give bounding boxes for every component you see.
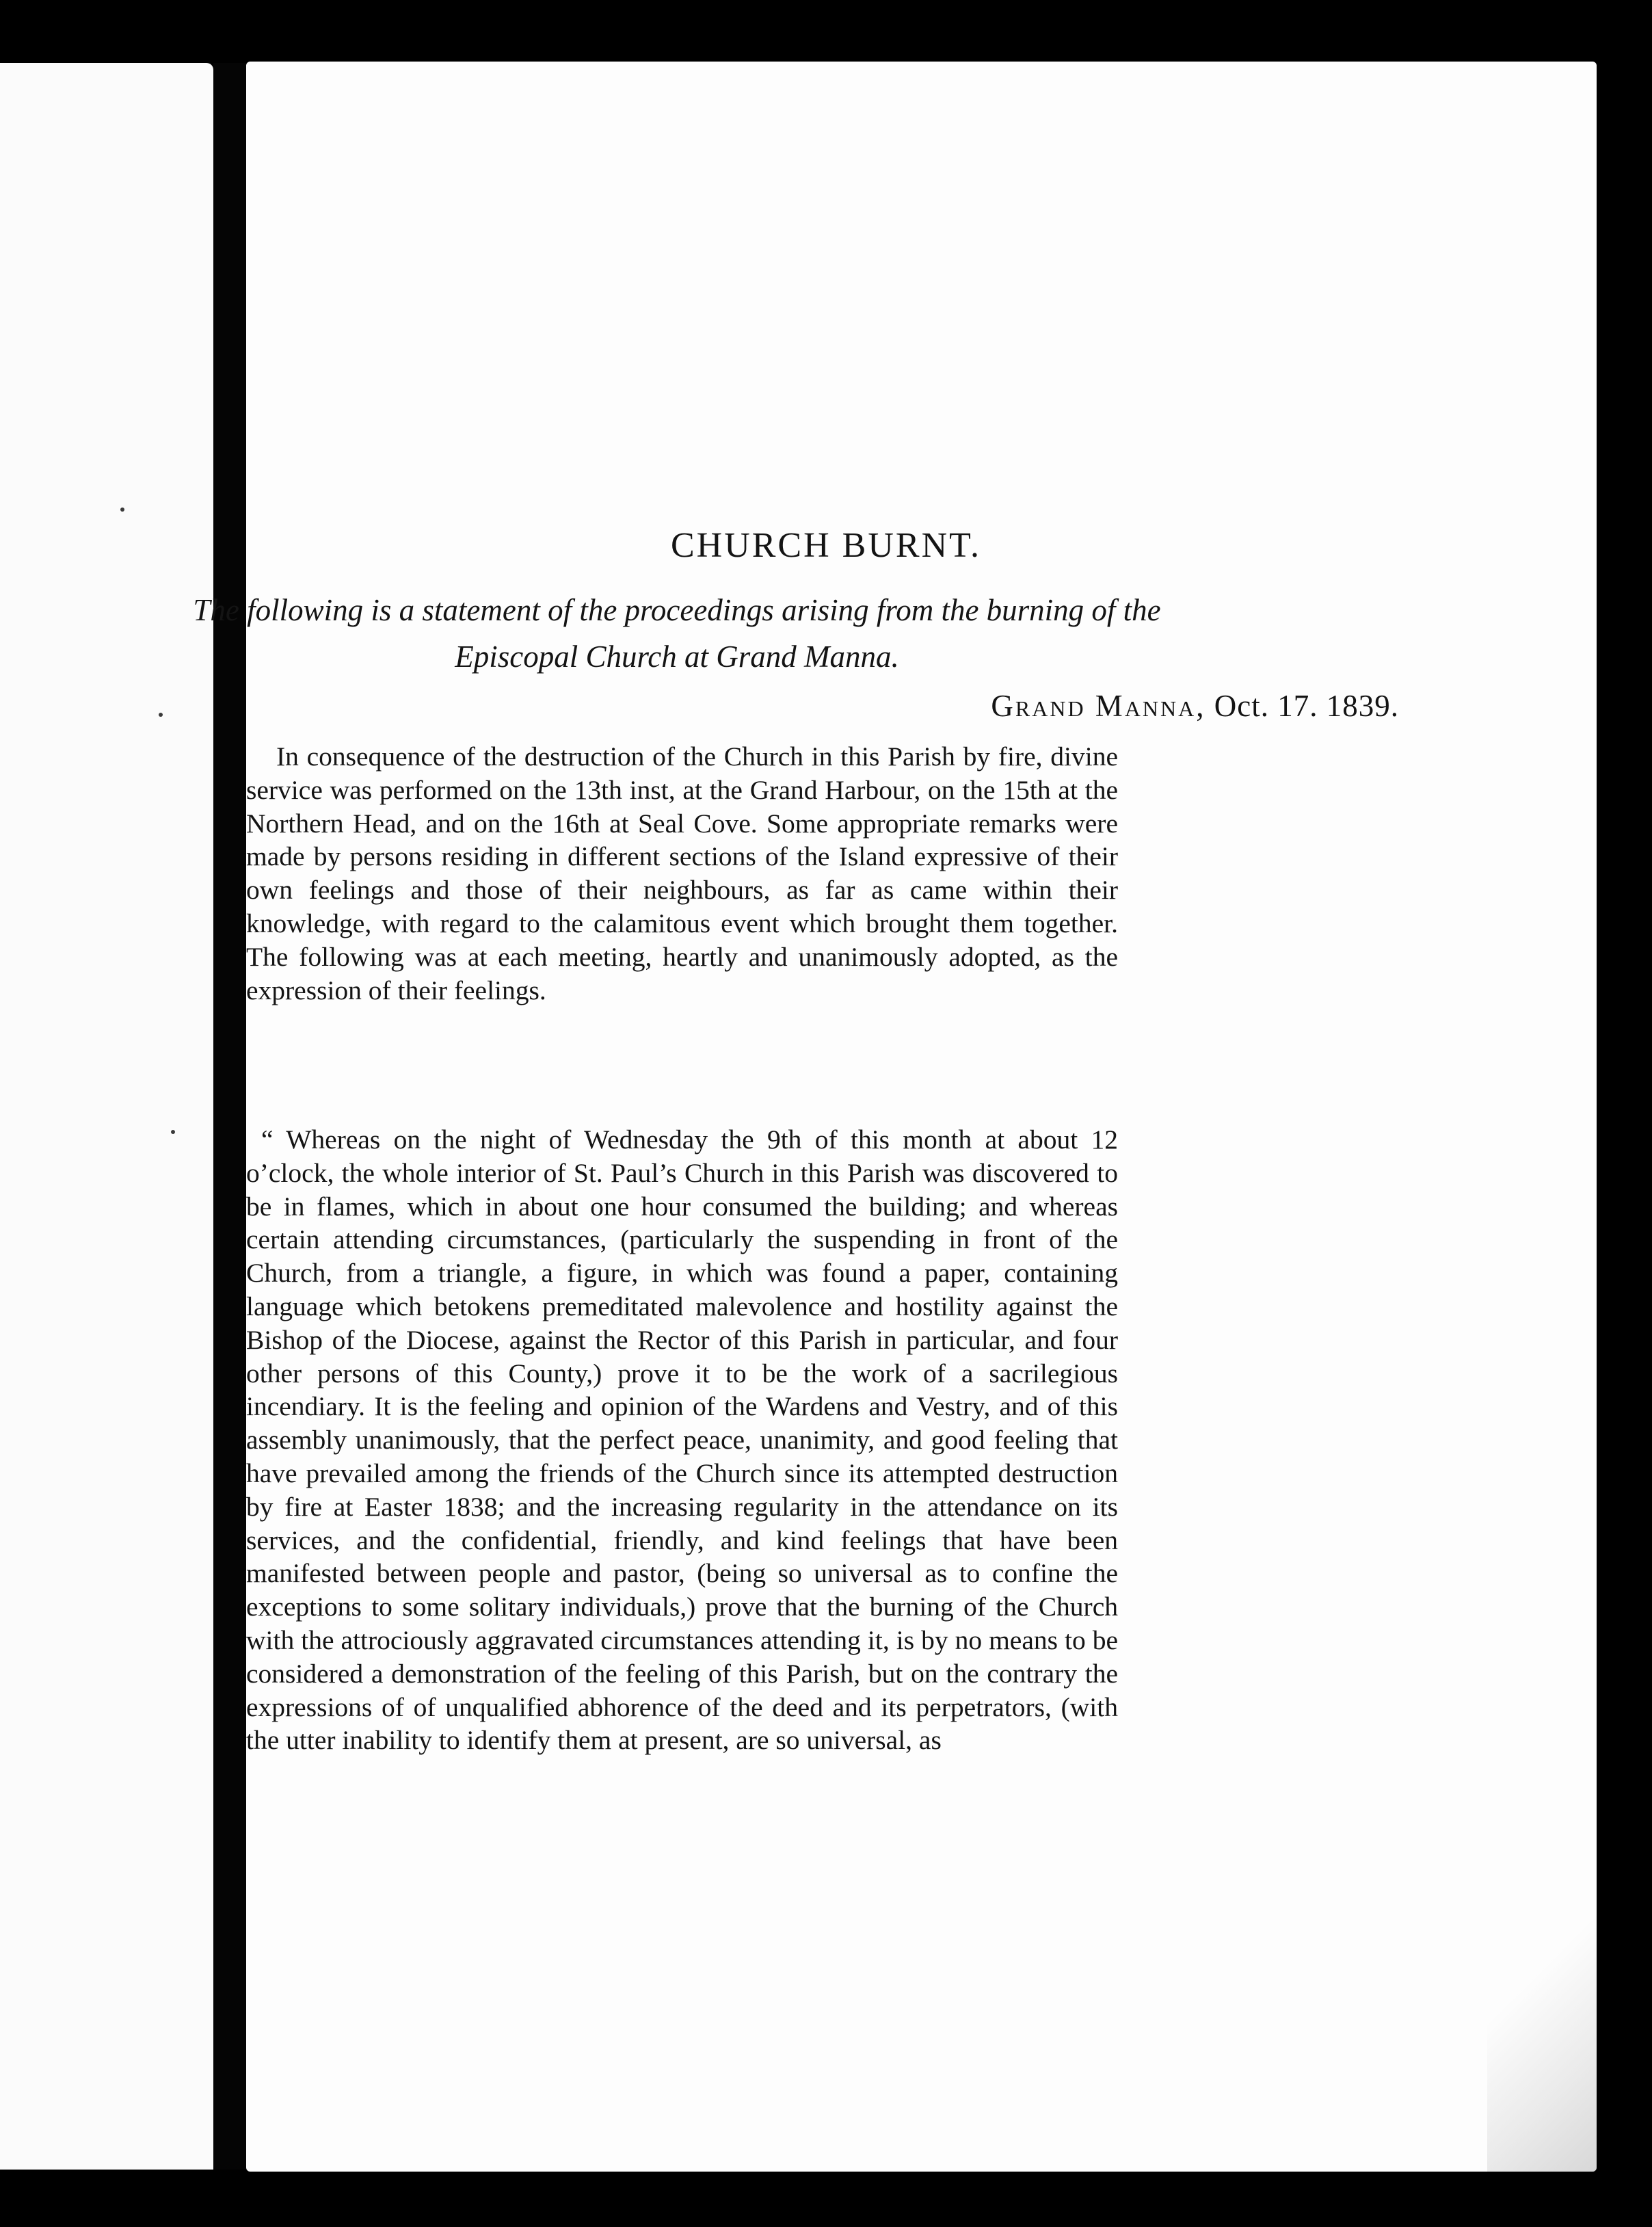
ink-speck: [120, 508, 124, 512]
page-gutter: [213, 63, 246, 2170]
article-subtitle: The following is a statement of the proceedings arising from the burning of the Episcopal Church at Grand Manna.: [193, 593, 1161, 674]
ink-speck: [171, 1130, 175, 1134]
facing-page-edge: [0, 63, 213, 2170]
dateline: [991, 688, 1399, 724]
body-paragraph: In consequence of the destruction of the Church in this Parish by fire, divine service was performed on the 13th inst, at the Grand Harbour, on the 15th at the Northern Head, and on the 16th at Seal Cove. Some appropriate remarks were made by persons residing in different sections of the Island expressive of their own feelings and those of their neighbours, as far as came within their knowledge, with regard to the calamitous event which brought them together. The following was at each meeting, heartly and unanimously adopted, as the expression of their feelings.: [246, 741, 1118, 1005]
body-paragraph: “ Whereas on the night of Wednesday the 9th of this month at about 12 o’clock, the whole interior of St. Paul’s Church in this Parish was discovered to be in flames, which in about one hour consumed the building; and whereas certain attending circumstances, (particularly the suspending in front of the Church, from a triangle, a figure, in which was found a paper, containing language which betokens premeditated malevolence and hostility against the Bishop of the Diocese, against the Rector of this Parish in particular, and four other persons of this County,) prove it to be the work of a sacrilegious incendiary. It is the feeling and opinion of the Wardens and Vestry, and of this assembly unanimously, that the perfect peace, unanimity, and good feeling that have prevailed among the friends of the Church since its attempted destruction by fire at Easter 1838; and the increasing regularity in the attendance on its services, and the confidential, friendly, and kind feelings that have been manifested between people and pastor, (being so universal as to confine the exceptions to some solitary individuals,) prove that the burning of the Church with the attrociously aggravated circumstances attending it, is by no means to be considered a demonstration of the feeling of this Parish, but on the contrary the expressions of of unqualified abhorence of the deed and its perpetrators, (with the utter inability to identify them at present, are so universal, as: [246, 1124, 1118, 1756]
ink-speck: [159, 713, 163, 717]
page-corner-shadow: [1487, 1884, 1597, 2172]
dateline-date: Oct. 17. 1839.: [1214, 689, 1399, 723]
article-title: CHURCH BURNT.: [670, 526, 982, 565]
scanned-page: [246, 62, 1597, 2172]
dateline-place: Grand Manna,: [991, 689, 1206, 723]
